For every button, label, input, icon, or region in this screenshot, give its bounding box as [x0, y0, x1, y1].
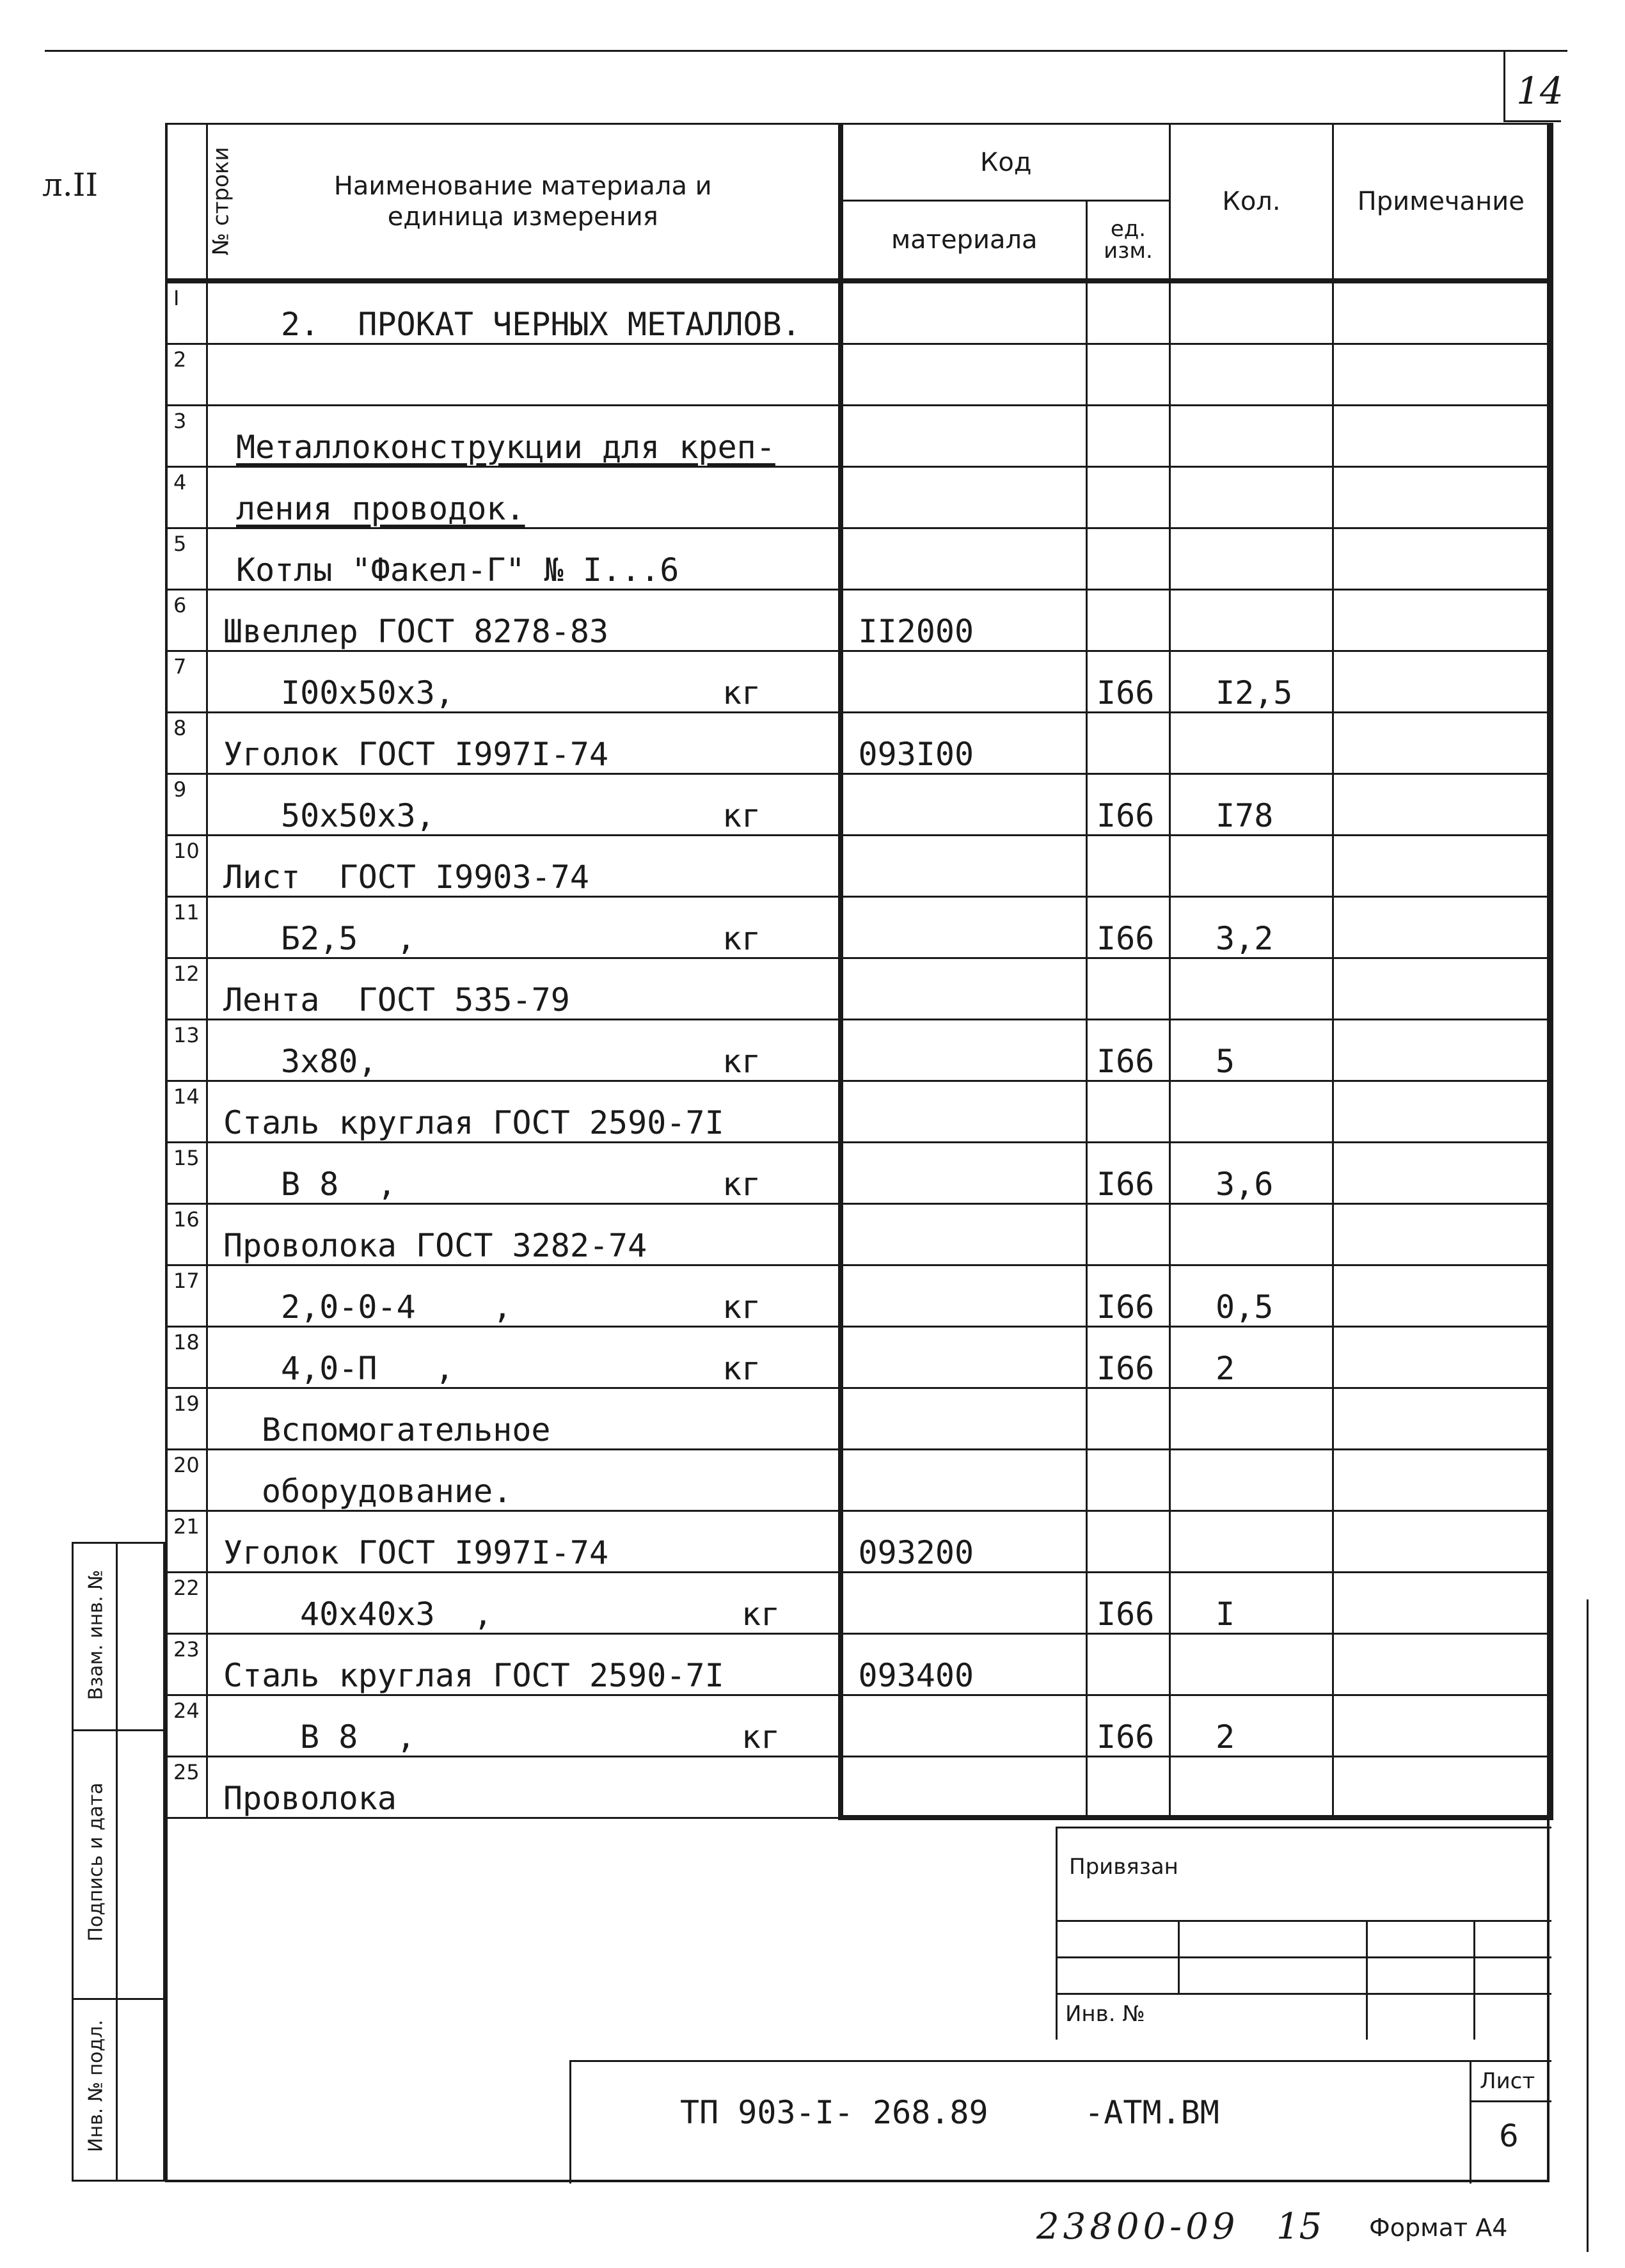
row-number: 4	[166, 466, 207, 528]
material-name: В 8 ,	[300, 1718, 416, 1756]
material-name: 40x40x3 ,	[300, 1595, 493, 1633]
note	[1333, 344, 1551, 405]
quantity	[1170, 1756, 1333, 1818]
row-number: 17	[166, 1265, 207, 1326]
material-name-cell	[207, 773, 841, 835]
quantity	[1170, 1511, 1333, 1572]
note	[1333, 405, 1551, 466]
unit-code	[1087, 405, 1170, 466]
quantity: 2	[1170, 1695, 1333, 1756]
table-row	[166, 1633, 1551, 1695]
title-block	[569, 2060, 1551, 2184]
material-code	[841, 1449, 1087, 1511]
note	[1333, 466, 1551, 528]
row-number: 12	[166, 958, 207, 1019]
material-name-cell	[207, 1449, 841, 1511]
row-number: 18	[166, 1326, 207, 1388]
note	[1333, 1203, 1551, 1265]
material-name-cell	[207, 1388, 841, 1449]
material-name-cell	[207, 344, 841, 405]
unit-code	[1087, 1203, 1170, 1265]
stamp-row-3	[1058, 1993, 1551, 1995]
quantity: 0,5	[1170, 1265, 1333, 1326]
row-number: 8	[166, 712, 207, 773]
binding-margin-divider	[116, 1544, 118, 2180]
stamp-row-1	[1058, 1920, 1551, 1922]
frame-left	[165, 123, 168, 2182]
page-number-divider	[1503, 50, 1505, 120]
material-code	[841, 651, 1087, 712]
table-row	[166, 1449, 1551, 1511]
table-row	[166, 1081, 1551, 1142]
material-name: 4,0-П ,	[281, 1349, 454, 1387]
label-inv-podl: Инв. № подл.	[84, 2020, 107, 2152]
material-code	[841, 1019, 1087, 1081]
row-number: 16	[166, 1203, 207, 1265]
note	[1333, 896, 1551, 958]
row-number: 13	[166, 1019, 207, 1081]
material-code	[841, 405, 1087, 466]
row-number: 9	[166, 773, 207, 835]
quantity	[1170, 466, 1333, 528]
material-name: Сталь круглая ГОСТ 2590-7I	[223, 1656, 724, 1694]
material-code: II2000	[841, 589, 1087, 651]
material-code	[841, 958, 1087, 1019]
materials-table-body	[166, 281, 1551, 1818]
material-name-cell	[207, 528, 841, 589]
sheet-sep	[1470, 2100, 1551, 2102]
material-name: 2,0-0-4 ,	[281, 1288, 512, 1326]
quantity	[1170, 281, 1333, 344]
material-name: оборудование.	[262, 1472, 512, 1510]
row-number: 19	[166, 1388, 207, 1449]
row-number: 10	[166, 835, 207, 896]
unit-code	[1087, 835, 1170, 896]
material-name: Проволока	[223, 1779, 397, 1817]
material-name-cell	[207, 589, 841, 651]
table-row	[166, 1695, 1551, 1756]
material-name-cell	[207, 712, 841, 773]
archive-page: 15	[1276, 2206, 1322, 2248]
quantity	[1170, 589, 1333, 651]
material-name: Проволока ГОСТ 3282-74	[223, 1226, 647, 1264]
note	[1333, 835, 1551, 896]
material-name-cell	[207, 1203, 841, 1265]
material-code	[841, 528, 1087, 589]
note	[1333, 1142, 1551, 1203]
table-row	[166, 405, 1551, 466]
unit-code	[1087, 958, 1170, 1019]
material-code	[841, 344, 1087, 405]
note	[1333, 281, 1551, 344]
quantity	[1170, 344, 1333, 405]
row-number: 11	[166, 896, 207, 958]
stamp-col-3	[1473, 1920, 1475, 2040]
material-code	[841, 1142, 1087, 1203]
label-sign-date: Подпись и дата	[84, 1782, 107, 1942]
material-name-cell	[207, 1142, 841, 1203]
note	[1333, 712, 1551, 773]
stamp-row-2	[1058, 1956, 1551, 1958]
page-number-rule	[1503, 120, 1561, 122]
material-name-cell	[207, 466, 841, 528]
quantity: 3,2	[1170, 896, 1333, 958]
material-name: 3x80,	[281, 1042, 377, 1080]
material-code: 093200	[841, 1511, 1087, 1572]
material-name-cell	[207, 1019, 841, 1081]
note-header: Примечание	[1333, 124, 1551, 281]
unit-label: кг	[722, 674, 761, 711]
material-name-cell	[207, 1511, 841, 1572]
row-number: 21	[166, 1511, 207, 1572]
material-code	[841, 1388, 1087, 1449]
unit-label: кг	[741, 1595, 781, 1633]
unit-code: I66	[1087, 1326, 1170, 1388]
quantity: I78	[1170, 773, 1333, 835]
appendix-label: л.II	[42, 166, 99, 203]
unit-code	[1087, 1633, 1170, 1695]
material-code	[841, 773, 1087, 835]
row-number: 2	[166, 344, 207, 405]
material-code	[841, 466, 1087, 528]
material-name-cell	[207, 1633, 841, 1695]
material-code	[841, 1326, 1087, 1388]
material-name-cell	[207, 1756, 841, 1818]
table-row	[166, 1326, 1551, 1388]
unit-code	[1087, 528, 1170, 589]
note	[1333, 1633, 1551, 1695]
note	[1333, 589, 1551, 651]
note	[1333, 1019, 1551, 1081]
material-code	[841, 1081, 1087, 1142]
material-code	[841, 835, 1087, 896]
table-row	[166, 1142, 1551, 1203]
note	[1333, 958, 1551, 1019]
material-name: 2. ПРОКАТ ЧЕРНЫХ МЕТАЛЛОВ.	[281, 305, 801, 343]
code-group-header: Код	[841, 124, 1170, 201]
material-name-cell	[207, 651, 841, 712]
material-name-cell	[207, 896, 841, 958]
row-number: 20	[166, 1449, 207, 1511]
table-row	[166, 1203, 1551, 1265]
table-row	[166, 1019, 1551, 1081]
unit-label: кг	[722, 919, 761, 957]
unit-code	[1087, 1756, 1170, 1818]
archive-number: 23800-09	[1036, 2206, 1239, 2248]
material-name-cell	[207, 1572, 841, 1633]
quantity: I2,5	[1170, 651, 1333, 712]
row-number: 23	[166, 1633, 207, 1695]
note	[1333, 773, 1551, 835]
binding-margin-sep-1	[74, 1729, 163, 1731]
quantity: I	[1170, 1572, 1333, 1633]
material-name: ления проводок.	[236, 489, 525, 527]
table-row	[166, 589, 1551, 651]
material-name: Металлоконструкции для креп-	[236, 428, 775, 466]
material-name: I00x50x3,	[281, 674, 454, 711]
quantity	[1170, 958, 1333, 1019]
unit-code	[1087, 1388, 1170, 1449]
material-code	[841, 1265, 1087, 1326]
material-code: 093I00	[841, 712, 1087, 773]
table-row	[166, 1756, 1551, 1818]
table-row	[166, 281, 1551, 344]
table-row	[166, 1572, 1551, 1633]
table-row	[166, 1388, 1551, 1449]
material-name: В 8 ,	[281, 1165, 397, 1203]
material-name: Уголок ГОСТ I997I-74	[223, 1534, 609, 1571]
material-name-cell	[207, 1695, 841, 1756]
material-name: Уголок ГОСТ I997I-74	[223, 735, 609, 773]
table-row	[166, 773, 1551, 835]
material-name: Котлы "Факел-Г" № I...6	[236, 551, 679, 589]
quantity	[1170, 1203, 1333, 1265]
unit-label: кг	[722, 1349, 761, 1387]
material-name: 50x50x3,	[281, 797, 435, 834]
row-number: I	[166, 281, 207, 344]
table-row	[166, 1265, 1551, 1326]
quantity	[1170, 528, 1333, 589]
material-name-cell	[207, 1265, 841, 1326]
table-row	[166, 344, 1551, 405]
privyazan-label: Привязан	[1069, 1854, 1178, 1880]
unit-label: кг	[741, 1718, 781, 1756]
note	[1333, 1449, 1551, 1511]
row-number: 6	[166, 589, 207, 651]
unit-code: I66	[1087, 1572, 1170, 1633]
material-code	[841, 896, 1087, 958]
unit-label: кг	[722, 1288, 761, 1326]
quantity	[1170, 405, 1333, 466]
row-number: 14	[166, 1081, 207, 1142]
note	[1333, 1572, 1551, 1633]
row-number: 3	[166, 405, 207, 466]
materials-table	[165, 123, 1553, 1820]
table-row	[166, 958, 1551, 1019]
table-row	[166, 712, 1551, 773]
quantity	[1170, 835, 1333, 896]
row-number: 5	[166, 528, 207, 589]
note	[1333, 651, 1551, 712]
material-name: Сталь круглая ГОСТ 2590-7I	[223, 1104, 724, 1141]
unit-code: I66	[1087, 1695, 1170, 1756]
unit-code: I66	[1087, 1019, 1170, 1081]
unit-code: I66	[1087, 773, 1170, 835]
unit-code: I66	[1087, 651, 1170, 712]
note	[1333, 1756, 1551, 1818]
document-code: ТП 903-I- 268.89 -АТМ.ВМ	[680, 2094, 1219, 2131]
unit-label: кг	[722, 1165, 761, 1203]
quantity	[1170, 1449, 1333, 1511]
table-row	[166, 896, 1551, 958]
quantity	[1170, 1081, 1333, 1142]
table-row	[166, 466, 1551, 528]
material-code	[841, 1203, 1087, 1265]
note	[1333, 1081, 1551, 1142]
note	[1333, 1511, 1551, 1572]
material-name-cell	[207, 958, 841, 1019]
material-name: Лист ГОСТ I9903-74	[223, 858, 589, 896]
note	[1333, 1326, 1551, 1388]
quantity	[1170, 712, 1333, 773]
material-name-cell	[207, 1081, 841, 1142]
material-name-cell	[207, 1326, 841, 1388]
row-number: 15	[166, 1142, 207, 1203]
binding-margin	[72, 1542, 165, 2182]
name-header: Наименование материала и единица измерения	[207, 124, 841, 281]
unit-code	[1087, 1081, 1170, 1142]
material-name-cell	[207, 405, 841, 466]
stamp-col-2	[1366, 1920, 1368, 2040]
unit-code: I66	[1087, 1265, 1170, 1326]
qty-header: Кол.	[1170, 124, 1333, 281]
row-number: 24	[166, 1695, 207, 1756]
material-code	[841, 1756, 1087, 1818]
row-number: 25	[166, 1756, 207, 1818]
material-name: Швеллер ГОСТ 8278-83	[223, 612, 609, 650]
unit-code	[1087, 344, 1170, 405]
material-name-cell	[207, 281, 841, 344]
table-row	[166, 651, 1551, 712]
stamp-col-1	[1178, 1920, 1180, 1995]
note	[1333, 1388, 1551, 1449]
sheet-number: 6	[1499, 2118, 1519, 2154]
format-label: Формат А4	[1369, 2214, 1508, 2242]
unit-label: кг	[722, 797, 761, 834]
row-number: 7	[166, 651, 207, 712]
material-name: Б2,5 ,	[281, 919, 416, 957]
material-code: 093400	[841, 1633, 1087, 1695]
row-number-header: № строки	[166, 124, 207, 281]
sheet-col	[1470, 2062, 1471, 2184]
unit-code	[1087, 1511, 1170, 1572]
unit-code: I66	[1087, 1142, 1170, 1203]
table-row	[166, 1511, 1551, 1572]
material-code	[841, 281, 1087, 344]
material-name: Вспомогательное	[262, 1411, 551, 1448]
right-edge-mark	[1587, 1599, 1589, 2252]
inv-no-label: Инв. №	[1065, 2001, 1145, 2027]
label-vzam-inv: Взам. инв. №	[84, 1569, 107, 1701]
unit-code	[1087, 466, 1170, 528]
quantity: 3,6	[1170, 1142, 1333, 1203]
quantity: 2	[1170, 1326, 1333, 1388]
note	[1333, 528, 1551, 589]
top-rule	[45, 50, 1567, 52]
table-row	[166, 835, 1551, 896]
note	[1333, 1695, 1551, 1756]
material-code	[841, 1572, 1087, 1633]
quantity	[1170, 1633, 1333, 1695]
unit-code	[1087, 712, 1170, 773]
unit-code: I66	[1087, 896, 1170, 958]
unit-label: кг	[722, 1042, 761, 1080]
quantity	[1170, 1388, 1333, 1449]
quantity: 5	[1170, 1019, 1333, 1081]
page-number: 14	[1516, 69, 1564, 113]
code-material-header: материала	[841, 201, 1087, 281]
table-row	[166, 528, 1551, 589]
note	[1333, 1265, 1551, 1326]
row-number: 22	[166, 1572, 207, 1633]
sheet-label: Лист	[1480, 2068, 1535, 2094]
unit-code	[1087, 589, 1170, 651]
material-name-cell	[207, 835, 841, 896]
unit-code	[1087, 1449, 1170, 1511]
code-unit-header: ед. изм.	[1087, 201, 1170, 281]
binding-stamp	[1056, 1827, 1551, 2040]
material-name: Лента ГОСТ 535-79	[223, 981, 570, 1019]
material-code	[841, 1695, 1087, 1756]
unit-code	[1087, 281, 1170, 344]
